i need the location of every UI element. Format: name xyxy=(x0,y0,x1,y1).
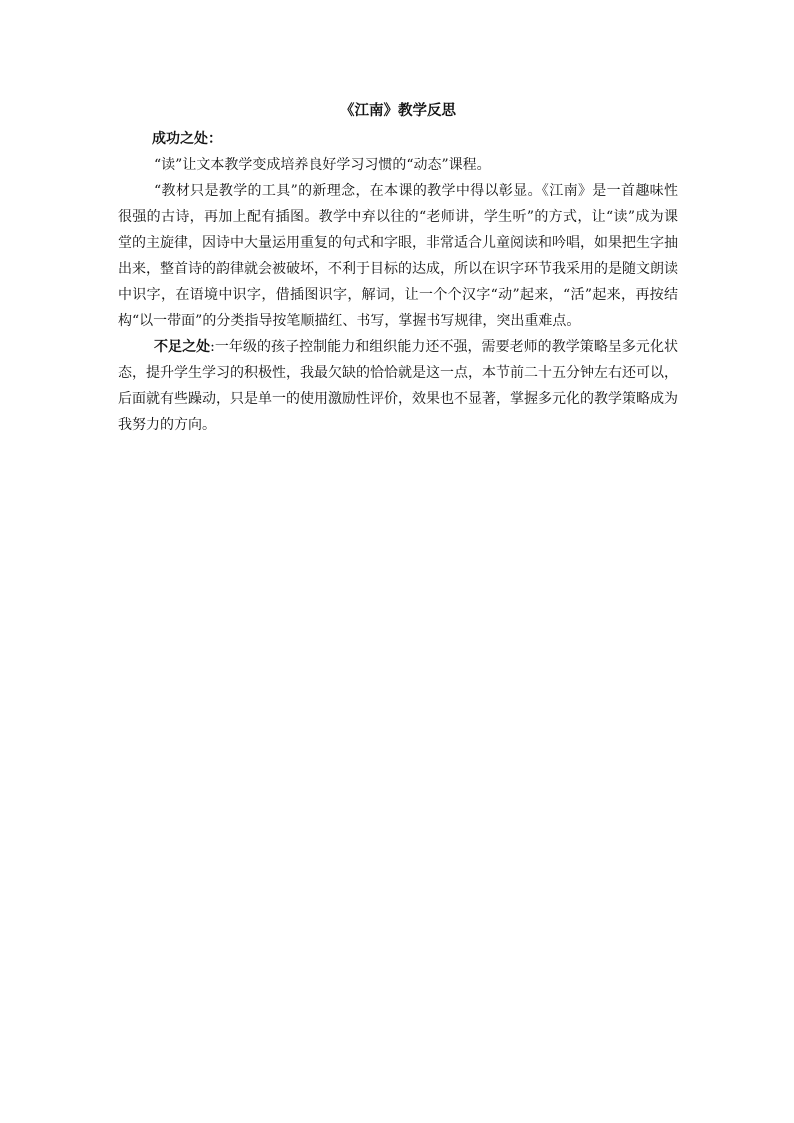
document-title: 《江南》教学反思 xyxy=(340,102,456,119)
success-paragraph-method: “教材只是教学的工具”的新理念，在本课的教学中得以彰显。《江南》是一首趣味性很强的古诗，再加上配有插图。教学中弃以往的“老师讲，学生听”的方式，让“读”成为课堂的主旋律，因诗中大量运用重复的句式和字眼，非常适合儿童阅读和吟唱，如果把生字抽出来，整首诗的韵律就会被破坏，不利于目标的达成，所以在识字环节我采用的是随文朗读中识字，在语境中识字，借插图识字，解词，让一个个汉字“动”起来，“活”起来，再按结构“以一带面”的分类指导按笔顺描红、书写，掌握书写规律，突出重难点。 xyxy=(118,183,678,329)
shortcoming-paragraph xyxy=(118,334,678,438)
shortcoming-label: 不足之处 xyxy=(154,339,211,355)
shortcoming-text: :一年级的孩子控制能力和组织能力还不强，需要老师的教学策略呈多元化状态，提升学生学习的积极性，我最欠缺的恰恰就是这一点，本节前二十五分钟左右还可以，后面就有些躁动，只是单一的使用激励性评价，效果也不显著，掌握多元化的教学策略成为我努力的方向。 xyxy=(118,339,678,433)
document-body xyxy=(118,98,678,438)
success-paragraph-reading: “读”让文本教学变成培养良好学习习惯的“动态”课程。 xyxy=(154,157,491,173)
success-heading: 成功之处： xyxy=(152,131,222,147)
